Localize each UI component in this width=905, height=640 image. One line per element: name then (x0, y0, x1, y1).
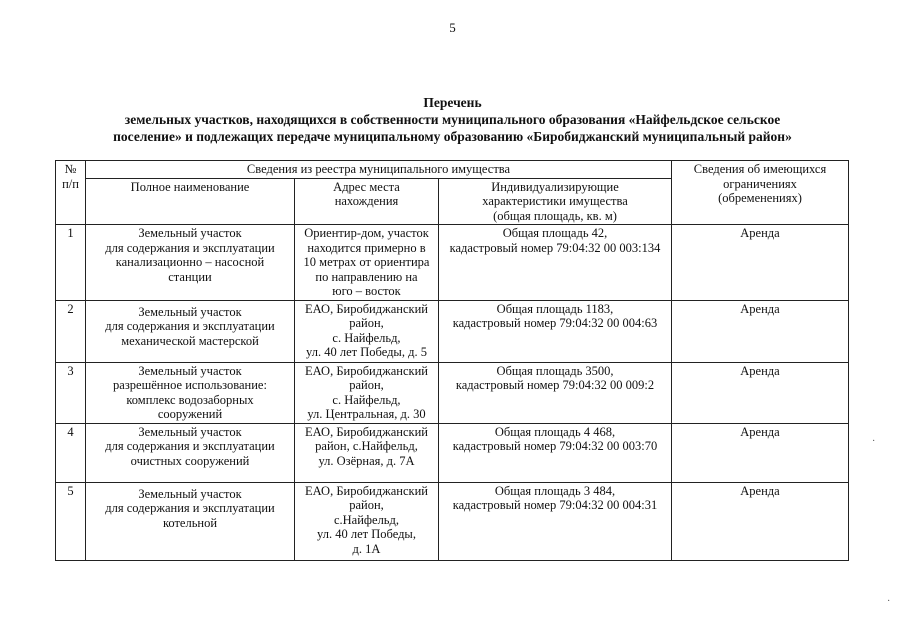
row-restrictions: Аренда (672, 482, 849, 560)
table-row (56, 362, 849, 423)
header-name: Полное наименование (86, 178, 295, 225)
row-characteristics: Общая площадь 3500, кадастровый номер 79:04:32 00 009:2 (439, 362, 672, 423)
land-plots-table (55, 160, 849, 561)
table-row (56, 482, 849, 560)
row-address: ЕАО, Биробиджанский район, с. Найфельд, ул. Центральная, д. 30 (295, 362, 439, 423)
row-name: Земельный участок разрешённое использование: комплекс водозаборных сооружений (86, 362, 295, 423)
header-address: Адрес места нахождения (295, 178, 439, 225)
row-characteristics: Общая площадь 42, кадастровый номер 79:04:32 00 003:134 (439, 225, 672, 301)
title-line-1: Перечень (423, 95, 482, 110)
row-characteristics: Общая площадь 4 468, кадастровый номер 79:04:32 00 003:70 (439, 423, 672, 482)
table-row (56, 300, 849, 362)
row-restrictions: Аренда (672, 362, 849, 423)
page-number: 5 (449, 20, 456, 35)
row-address: ЕАО, Биробиджанский район, с.Найфельд, ул. 40 лет Победы, д. 1А (295, 482, 439, 560)
row-num: 2 (56, 300, 86, 362)
title-line-3: поселение» и подлежащих передаче муниципальному образованию «Биробиджанский муниципальный район» (113, 129, 792, 144)
header-registry-group: Сведения из реестра муниципального имущества (86, 161, 672, 179)
row-restrictions: Аренда (672, 225, 849, 301)
row-address: ЕАО, Биробиджанский район, с.Найфельд, ул. Озёрная, д. 7А (295, 423, 439, 482)
row-characteristics: Общая площадь 3 484, кадастровый номер 79:04:32 00 004:31 (439, 482, 672, 560)
row-num: 3 (56, 362, 86, 423)
row-num: 4 (56, 423, 86, 482)
row-num: 1 (56, 225, 86, 301)
row-restrictions: Аренда (672, 300, 849, 362)
row-name: Земельный участок для содержания и эксплуатации котельной (86, 482, 295, 560)
row-characteristics: Общая площадь 1183, кадастровый номер 79:04:32 00 004:63 (439, 300, 672, 362)
table-row (56, 423, 849, 482)
title-line-2: земельных участков, находящихся в собственности муниципального образования «Найфельдское сельское (124, 112, 781, 127)
row-name: Земельный участок для содержания и эксплуатации канализационно – насосной станции (86, 225, 295, 301)
row-address: ЕАО, Биробиджанский район, с. Найфельд, ул. 40 лет Победы, д. 5 (295, 300, 439, 362)
scan-speck: · (872, 436, 876, 447)
header-num: № п/п (56, 161, 86, 225)
header-characteristics: Индивидуализирующие характеристики имущества (общая площадь, кв. м) (439, 178, 672, 225)
header-restrictions: Сведения об имеющихся ограничениях (обременениях) (672, 161, 849, 225)
row-name: Земельный участок для содержания и эксплуатации механической мастерской (86, 300, 295, 362)
row-restrictions: Аренда (672, 423, 849, 482)
scan-speck: · (887, 596, 891, 607)
row-address: Ориентир-дом, участок находится примерно в 10 метрах от ориентира по направлению на юго – восток (295, 225, 439, 301)
table-row (56, 225, 849, 301)
row-num: 5 (56, 482, 86, 560)
document-title (40, 94, 865, 145)
row-name: Земельный участок для содержания и эксплуатации очистных сооружений (86, 423, 295, 482)
